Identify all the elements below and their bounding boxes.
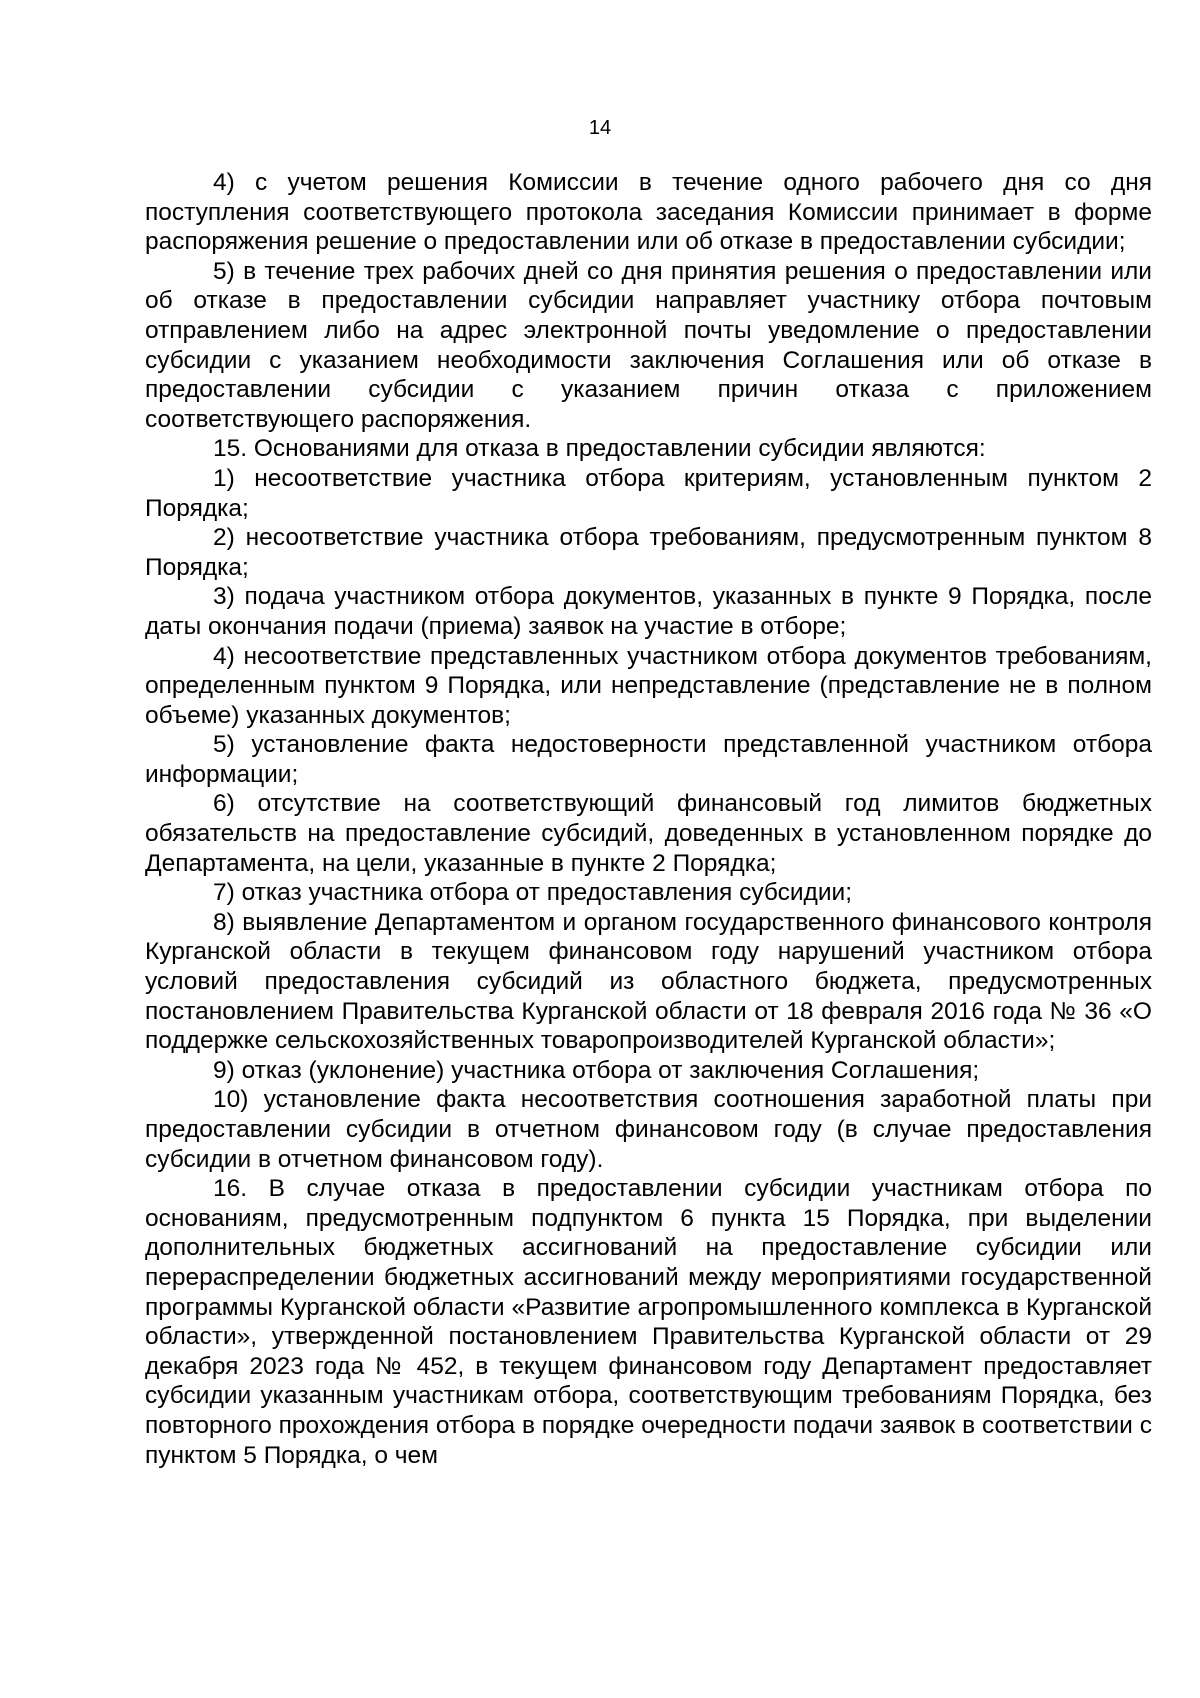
paragraph-item-5: 5) в течение трех рабочих дней со дня принятия решения о предоставлении или об отказе в предоставлении субсидии направляет участнику отбора почтовым отправлением либо на адрес электронной почты уведомление о предоставлении субсидии с указанием необходимости заключения Соглашения или об отказе в предоставлении субсидии с указанием причин отказа с приложением соответствующего распоряжения. xyxy=(145,257,1152,433)
paragraph-ground-8: 8) выявление Департаментом и органом государственного финансового контроля Курганской области в текущем финансовом году нарушений участником отбора условий предоставления субсидий из областного бюджета, предусмотренных постановлением Правительства Курганской области от 18 февраля 2016 года № 36 «О поддержке сельскохозяйственных товаропроизводителей Курганской области»; xyxy=(145,908,1152,1055)
paragraph-ground-3: 3) подача участником отбора документов, указанных в пункте 9 Порядка, после даты окончания подачи (приема) заявок на участие в отборе; xyxy=(145,583,1152,640)
paragraph-section-16: 16. В случае отказа в предоставлении субсидии участникам отбора по основаниям, предусмотренным подпунктом 6 пункта 15 Порядка, при выделении дополнительных бюджетных ассигнований на предоставление субсидии или перераспределении бюджетных ассигнований между мероприятиями государственной программы Курганской области «Развитие агропромышленного комплекса в Курганской области», утвержденной постановлением Правительства Курганской области от 29 декабря 2023 года № 452, в текущем финансовом году Департамент предоставляет субсидии указанным участникам отбора, соответствующим требованиям Порядка, без повторного прохождения отбора в порядке очередности подачи заявок в соответствии с пунктом 5 Порядка, о чем xyxy=(145,1175,1152,1469)
paragraph-ground-4: 4) несоответствие представленных участником отбора документов требованиям, определенным пунктом 9 Порядка, или непредставление (представление не в полном объеме) указанных документов; xyxy=(145,642,1152,729)
paragraph-ground-2: 2) несоответствие участника отбора требованиям, предусмотренным пунктом 8 Порядка; xyxy=(145,524,1152,581)
paragraph-ground-6: 6) отсутствие на соответствующий финансовый год лимитов бюджетных обязательств на предоставление субсидий, доведенных в установленном порядке до Департамента, на цели, указанные в пункте 2 Порядка; xyxy=(145,790,1152,877)
document-body xyxy=(145,168,1152,1470)
paragraph-section-15: 15. Основаниями для отказа в предоставлении субсидии являются: xyxy=(213,435,986,463)
paragraph-ground-7: 7) отказ участника отбора от предоставления субсидии; xyxy=(213,879,853,907)
page-number: 14 xyxy=(588,117,612,139)
paragraph-ground-5: 5) установление факта недостоверности представленной участником отбора информации; xyxy=(145,731,1152,788)
paragraph-ground-10: 10) установление факта несоответствия соотношения заработной платы при предоставлении субсидии в отчетном финансовом году (в случае предоставления субсидии в отчетном финансовом году). xyxy=(145,1086,1152,1173)
paragraph-item-4: 4) с учетом решения Комиссии в течение одного рабочего дня со дня поступления соответствующего протокола заседания Комиссии принимает в форме распоряжения решение о предоставлении или об отказе в предоставлении субсидии; xyxy=(145,169,1152,256)
paragraph-ground-9: 9) отказ (уклонение) участника отбора от заключения Соглашения; xyxy=(213,1056,980,1084)
paragraph-ground-1: 1) несоответствие участника отбора критериям, установленным пунктом 2 Порядка; xyxy=(145,464,1152,522)
